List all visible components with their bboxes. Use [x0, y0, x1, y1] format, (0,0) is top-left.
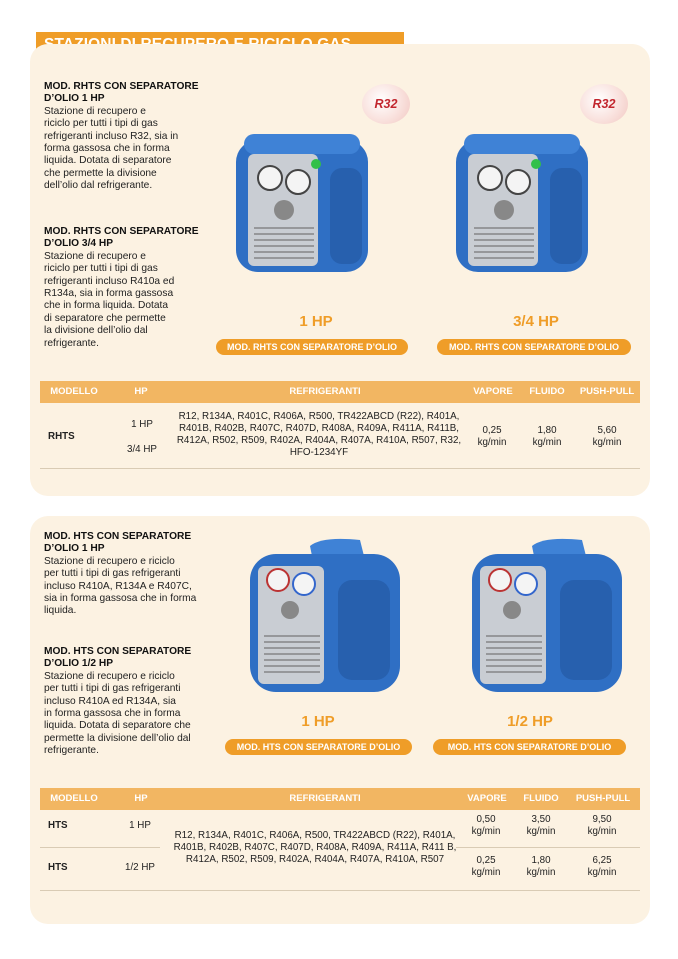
desc-line: per tutti i tipi di gas refrigeranti: [44, 683, 181, 695]
table-rule: [40, 890, 640, 891]
col-modello: MODELLO: [50, 793, 98, 804]
model-pill-rhts-1hp: MOD. RHTS CON SEPARATORE D’OLIO: [216, 339, 408, 355]
col-refrigeranti: REFRIGERANTI: [289, 793, 361, 804]
cell-hp-1hp: 1 HP: [131, 419, 153, 430]
desc-line: refrigerante.: [44, 745, 99, 757]
desc-line: che permette la divisione: [44, 167, 157, 179]
cell-refrigerants-rhts: [172, 411, 466, 459]
col-refrigeranti: REFRIGERANTI: [289, 386, 361, 397]
cell-hp-34hp: 3/4 HP: [127, 444, 157, 455]
col-modello: MODELLO: [50, 386, 98, 397]
r32-badge-2: R32: [580, 84, 628, 124]
unit: kg/min: [477, 437, 507, 448]
description-rhts-1hp: [44, 81, 214, 193]
col-hp: HP: [134, 386, 148, 397]
model-pill-rhts-34hp: MOD. RHTS CON SEPARATORE D’OLIO: [437, 339, 631, 355]
value: 3,50: [531, 814, 551, 825]
refrigerant-line: R12, R134A, R401C, R406A, R500, TR422ABCD (R22), R401A,: [178, 411, 460, 422]
cell-vapore-row1: [460, 814, 512, 838]
table-rule: [40, 468, 640, 469]
recovery-machine-icon: [230, 128, 400, 278]
product-image-rhts-34hp: [450, 128, 620, 278]
unit: kg/min: [532, 437, 562, 448]
desc-line: liquida. Dotata di separatore: [44, 155, 172, 167]
hp-label-hts-12hp: 1/2 HP: [507, 713, 553, 730]
desc-line: incluso R410A ed R134A, sia: [44, 695, 176, 707]
desc-line: sia in forma gassosa che in forma: [44, 593, 197, 605]
desc-line: in forma gassosa che in forma: [44, 708, 181, 720]
refrigerant-line: R12, R134A, R401C, R406A, R500, TR422ABCD (R22), R401A,: [174, 830, 456, 841]
desc-line: liquida. Dotata di separatore che: [44, 720, 191, 732]
desc-line: refrigerante.: [44, 337, 99, 349]
desc-line: la divisione dell’olio dal: [44, 325, 148, 337]
desc-heading: MOD. RHTS CON SEPARATORE D’OLIO 1 HP: [44, 81, 199, 105]
cell-push-pull-row1: [570, 814, 634, 838]
product-image-rhts-1hp: [230, 128, 400, 278]
unit: kg/min: [526, 826, 556, 837]
hp-label-rhts-34hp: 3/4 HP: [513, 313, 559, 330]
col-push-pull: PUSH-PULL: [579, 386, 635, 397]
product-image-hts-1hp: [240, 536, 410, 696]
product-image-hts-12hp: [462, 536, 632, 696]
cell-vapore-rhts: [466, 425, 518, 449]
col-fluido: FLUIDO: [523, 793, 559, 804]
table-row-rule: [456, 847, 640, 848]
cell-refrigerants-hts: [168, 830, 462, 866]
col-fluido: FLUIDO: [529, 386, 565, 397]
desc-line: per tutti i tipi di gas refrigeranti: [44, 568, 181, 580]
value: 0,50: [476, 814, 496, 825]
desc-heading: MOD. HTS CON SEPARATORE D’OLIO 1/2 HP: [44, 646, 192, 670]
recovery-machine-icon: [450, 128, 620, 278]
desc-line: liquida.: [44, 605, 77, 617]
value: 6,25: [592, 855, 612, 866]
cell-model-hts-row1: HTS: [48, 820, 68, 831]
r32-badge-1: R32: [362, 84, 410, 124]
model-pill-hts-1hp: MOD. HTS CON SEPARATORE D’OLIO: [225, 739, 412, 755]
cell-model-rhts: RHTS: [48, 431, 75, 442]
value: 0,25: [482, 425, 502, 436]
table-header-hts: [40, 788, 640, 810]
desc-line: che in forma liquida. Dotata: [44, 300, 169, 312]
refrigerant-line: R401B, R402B, R407C, R407D, R408A, R409A, R411A, R411 B,: [173, 842, 457, 853]
unit: kg/min: [526, 867, 556, 878]
col-vapore: VAPORE: [473, 386, 513, 397]
hp-label-hts-1hp: 1 HP: [301, 713, 335, 730]
cell-vapore-row2: [460, 855, 512, 879]
value: 5,60: [597, 425, 617, 436]
recovery-machine-icon: [240, 536, 410, 696]
value: 1,80: [531, 855, 551, 866]
cell-push-pull-row2: [570, 855, 634, 879]
desc-line: dell’olio dal refrigerante.: [44, 180, 153, 192]
unit: kg/min: [471, 826, 501, 837]
recovery-machine-icon: [462, 536, 632, 696]
unit: kg/min: [587, 826, 617, 837]
desc-line: incluso R410A, R134A e R407C,: [44, 580, 192, 592]
cell-push-pull-rhts: [576, 425, 638, 449]
refrigerant-line: R401B, R402B, R407C, R407D, R408A, R409A, R411A, R411B,: [178, 423, 460, 434]
desc-line: forma gassosa che in forma: [44, 143, 170, 155]
cell-hp-row1: 1 HP: [129, 820, 151, 831]
unit: kg/min: [592, 437, 622, 448]
refrigerant-line: R412A, R502, R509, R402A, R404A, R407A, R410A, R507: [185, 854, 445, 865]
col-push-pull: PUSH-PULL: [575, 793, 631, 804]
cell-model-hts-row2: HTS: [48, 862, 68, 873]
cell-fluido-row2: [516, 855, 566, 879]
table-header-rhts: [40, 381, 640, 403]
description-rhts-34hp: [44, 226, 214, 350]
desc-line: Stazione di recupero e: [44, 105, 146, 117]
value: 1,80: [537, 425, 557, 436]
refrigerant-line: R412A, R502, R509, R402A, R404A, R407A, R410A, R507, R32,: [176, 435, 462, 446]
table-row-rule: [40, 847, 160, 848]
description-hts-12hp: [44, 646, 224, 758]
desc-line: riciclo per tutti i tipi di gas: [44, 118, 158, 130]
desc-line: riciclo per tutti i tipi di gas: [44, 263, 158, 275]
hp-label-rhts-1hp: 1 HP: [299, 313, 333, 330]
refrigerant-line: HFO-1234YF: [289, 447, 349, 458]
desc-line: refrigeranti incluso R32, sia in: [44, 130, 179, 142]
col-hp: HP: [134, 793, 148, 804]
desc-line: Stazione di recupero e: [44, 250, 146, 262]
desc-line: R134a, sia in forma gassosa: [44, 288, 174, 300]
model-pill-hts-12hp: MOD. HTS CON SEPARATORE D’OLIO: [433, 739, 626, 755]
desc-line: refrigeranti incluso R410a ed: [44, 275, 175, 287]
desc-line: di separatore che permette: [44, 312, 166, 324]
value: 0,25: [476, 855, 496, 866]
cell-hp-row2: 1/2 HP: [125, 862, 155, 873]
desc-line: Stazione di recupero e riciclo: [44, 555, 175, 567]
desc-line: permette la divisione dell’olio dal: [44, 732, 191, 744]
value: 9,50: [592, 814, 612, 825]
unit: kg/min: [471, 867, 501, 878]
col-vapore: VAPORE: [467, 793, 507, 804]
cell-fluido-row1: [516, 814, 566, 838]
description-hts-1hp: [44, 531, 224, 618]
desc-heading: MOD. RHTS CON SEPARATORE D’OLIO 3/4 HP: [44, 226, 199, 250]
desc-heading: MOD. HTS CON SEPARATORE D’OLIO 1 HP: [44, 531, 192, 555]
unit: kg/min: [587, 867, 617, 878]
desc-line: Stazione di recupero e riciclo: [44, 670, 175, 682]
cell-fluido-rhts: [522, 425, 572, 449]
